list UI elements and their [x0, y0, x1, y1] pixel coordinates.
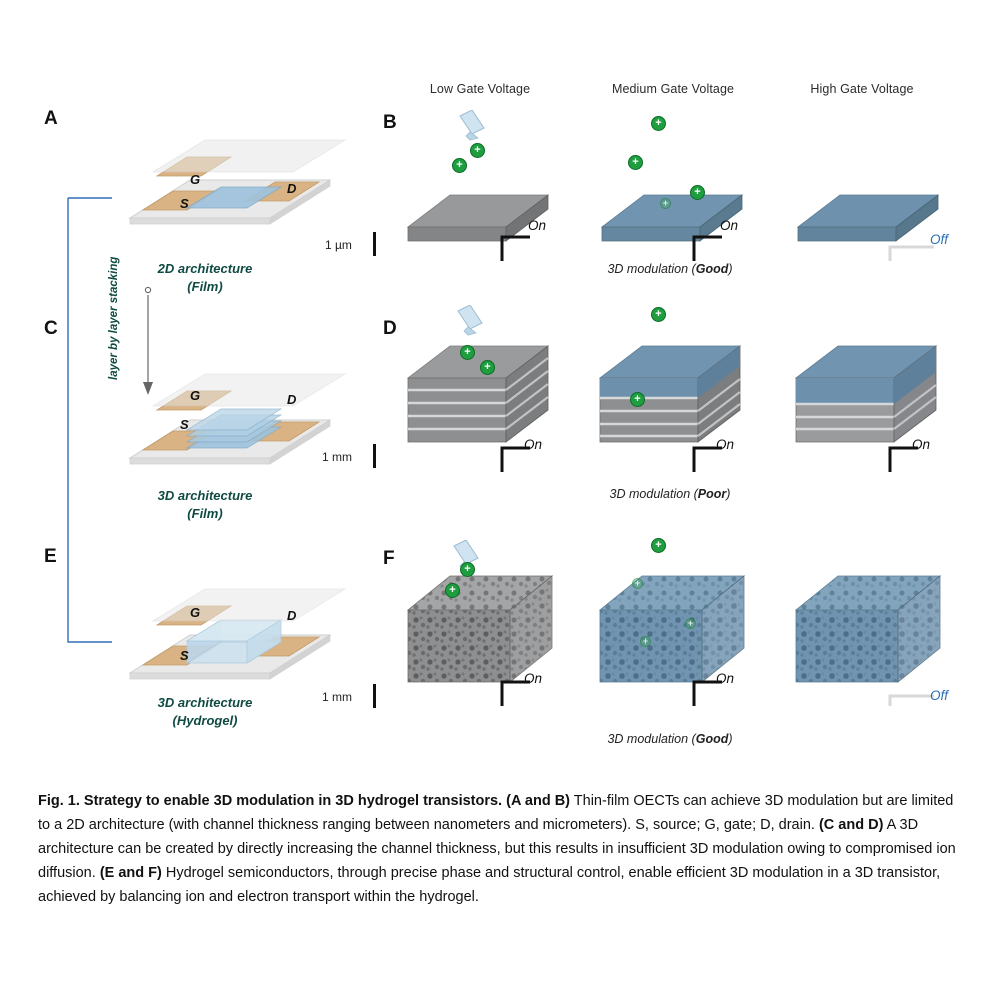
- label-gate-a: G: [190, 172, 201, 187]
- arch-title-e: 3D architecture: [157, 695, 253, 710]
- ion-dot-faint: +: [640, 636, 651, 647]
- ion-dot: +: [445, 583, 460, 598]
- modulation-caption-d: 3D modulation (Poor): [609, 487, 731, 501]
- panel-letter-c: C: [44, 318, 58, 339]
- column-header-low: Low Gate Voltage: [429, 82, 531, 96]
- scalebar-label-c: 1 mm: [322, 450, 352, 464]
- arch-subtitle-a: (Film): [187, 278, 223, 294]
- ion-dot: +: [651, 116, 666, 131]
- caption-labels-cd: (C and D): [818, 816, 884, 833]
- state-label-b3: Off: [930, 232, 949, 247]
- label-gate-c: G: [190, 388, 201, 403]
- caption-labels-ab: (A and B): [506, 793, 571, 809]
- ion-dot: +: [460, 562, 475, 577]
- panel-letter-e: E: [44, 546, 57, 567]
- ion-dot: +: [452, 158, 467, 173]
- label-drain-e: D: [287, 608, 297, 623]
- panel-letter-a: A: [44, 108, 58, 129]
- label-gate-e: G: [190, 605, 201, 620]
- schematic-3d-hydrogel-architecture: [95, 575, 355, 705]
- label-drain-a: D: [287, 181, 297, 196]
- modulation-caption-b: 3D modulation (Good): [607, 262, 733, 276]
- column-header-medium: Medium Gate Voltage: [611, 82, 735, 96]
- ion-dot-faint: +: [660, 198, 671, 209]
- caption-text-1: Thin-film OECTs can achieve 3D modulation but are limited to a 2D architecture (with channel thickness ranging between nanometers and micrometers). S, source; G, gate; D, drain.: [38, 793, 954, 833]
- label-source-c: S: [180, 417, 189, 432]
- scalebar-label-e: 1 mm: [322, 690, 352, 704]
- ion-dot-faint: +: [685, 618, 696, 629]
- caption-title: Fig. 1. Strategy to enable 3D modulation in 3D hydrogel transistors.: [38, 793, 503, 809]
- state-label-d1: On: [524, 437, 543, 452]
- scalebar-label-a: 1 µm: [325, 238, 352, 252]
- scalebar-line-c: [373, 444, 376, 468]
- schematic-3d-film-architecture: [95, 360, 355, 490]
- state-label-b1: On: [528, 218, 547, 233]
- ion-dot: +: [470, 143, 485, 158]
- ion-dot: +: [651, 307, 666, 322]
- column-header-high: High Gate Voltage: [810, 82, 914, 96]
- panel-letter-b: B: [383, 112, 397, 133]
- ion-dot: +: [480, 360, 495, 375]
- arch-subtitle-c: (Film): [187, 505, 223, 521]
- scalebar-line-e: [373, 684, 376, 708]
- label-source-a: S: [180, 196, 189, 211]
- modulation-caption-f: 3D modulation (Good): [607, 732, 733, 746]
- panel-letter-d: D: [383, 318, 397, 339]
- state-label-b2: On: [720, 218, 739, 233]
- label-source-e: S: [180, 648, 189, 663]
- state-label-f2: On: [716, 671, 735, 686]
- caption-text-3: Hydrogel semiconductors, through precise phase and structural control, enable efficient 3D modulation in a 3D transistor, achieved by balancing ion and electron transport within the hydrogel.: [38, 864, 941, 905]
- ion-dot: +: [630, 392, 645, 407]
- pipette-icon-b: [440, 110, 510, 170]
- state-label-f3: Off: [930, 688, 949, 703]
- schematic-2d-architecture: [95, 130, 355, 250]
- scalebar-line-a: [373, 232, 376, 256]
- caption-labels-ef: (E and F): [99, 864, 162, 881]
- arch-subtitle-e: (Hydrogel): [172, 712, 238, 728]
- ion-dot: +: [628, 155, 643, 170]
- arch-title-a: 2D architecture: [157, 261, 253, 276]
- ion-dot-faint: +: [632, 578, 643, 589]
- state-label-f1: On: [524, 671, 543, 686]
- panel-letter-f: F: [383, 548, 395, 569]
- ion-dot: +: [690, 185, 705, 200]
- layer-stacking-label: layer by layer stacking: [108, 256, 120, 380]
- figure-caption: [38, 790, 958, 910]
- ion-dot: +: [651, 538, 666, 553]
- state-label-d2: On: [716, 437, 735, 452]
- arch-title-c: 3D architecture: [157, 488, 253, 503]
- state-label-d3: On: [912, 437, 931, 452]
- ion-dot: +: [460, 345, 475, 360]
- caption-text-2: A 3D architecture can be created by directly increasing the channel thickness, but this results in insufficient 3D modulation owing to compromised ion diffusion.: [38, 816, 956, 881]
- label-drain-c: D: [287, 392, 297, 407]
